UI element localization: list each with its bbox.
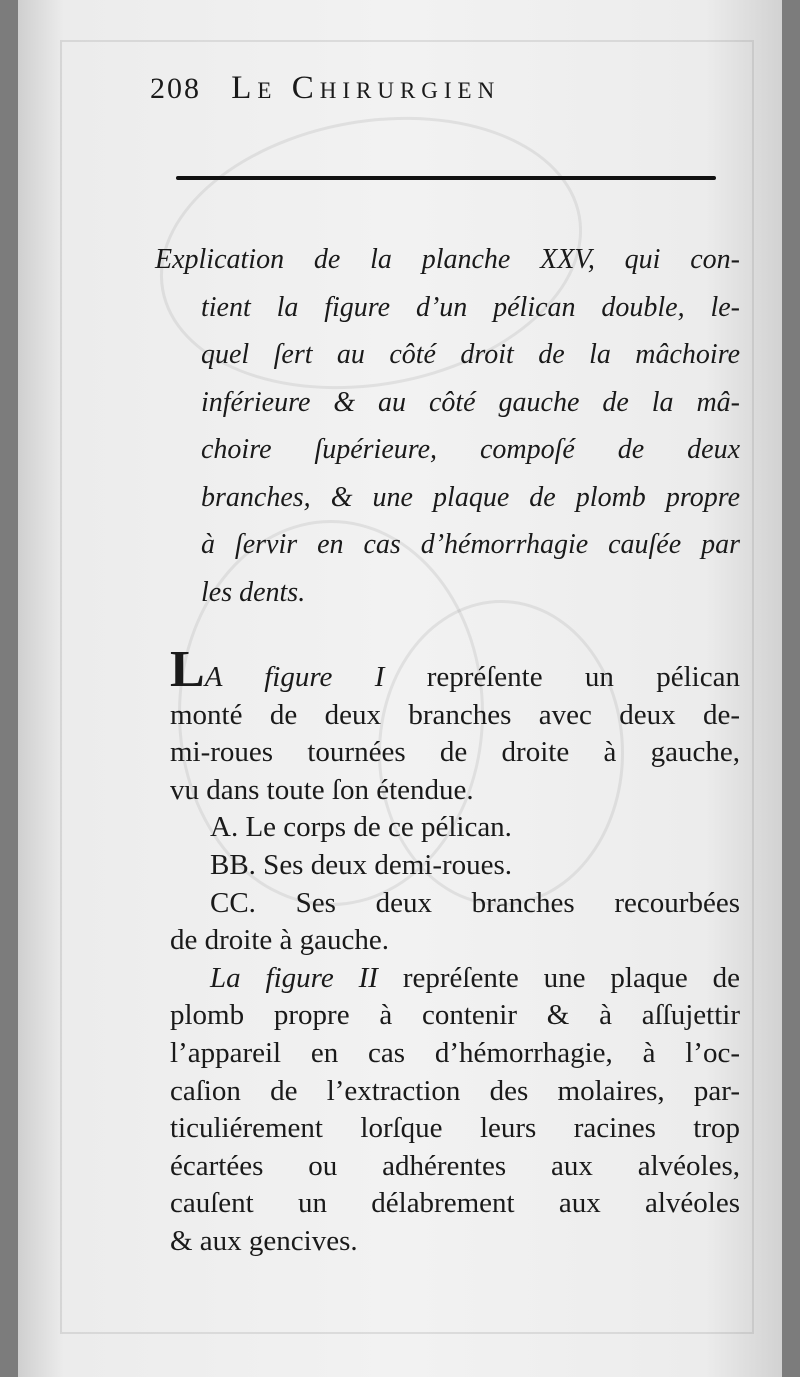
body-text [170, 641, 740, 1261]
caption-line: tient la figure d’un pélican double, le- [201, 291, 740, 323]
figure-reference: La figure II [210, 961, 378, 994]
drop-cap: L [170, 641, 205, 698]
body-line: ticuliérement lorſque leurs racines trop [170, 1112, 740, 1145]
caption-line: Explication de la planche XXV, qui con- [155, 244, 740, 275]
text-run: repréſente une plaque de [377, 961, 740, 994]
legend-item: A. Le corps de ce pélican. [210, 811, 512, 844]
running-title: Le Chirurgien [231, 70, 501, 106]
legend-item: CC. Ses deux branches recourbées [210, 886, 740, 919]
page-number: 208 [150, 72, 201, 105]
caption-line: choire ſupérieure, compoſé de deux [201, 434, 740, 465]
caption-line: les dents. [201, 576, 306, 608]
header-rule [176, 176, 716, 180]
body-line: écartées ou adhérentes aux alvéoles, [170, 1149, 740, 1182]
running-header [150, 70, 710, 120]
body-line: l’appareil en cas d’hémorrhagie, à l’oc- [170, 1036, 740, 1069]
caption-line: branches, & une plaque de plomb propre [201, 481, 740, 513]
paragraph-first-line [170, 960, 740, 998]
figure-reference: A figure I [204, 661, 385, 693]
text-run: repréſente un pélican [384, 661, 740, 693]
plate-caption [155, 236, 740, 616]
body-line: de droite à gauche. [170, 924, 390, 957]
body-line: vu dans toute ſon étendue. [170, 773, 474, 806]
caption-line: à ſervir en cas d’hémorrhagie cauſée par [201, 529, 740, 560]
body-line: caſion de l’extraction des molaires, par- [170, 1074, 740, 1107]
body-line: mi-roues tournées de droite à gauche, [170, 736, 740, 769]
body-line: & aux gencives. [170, 1224, 358, 1257]
body-line: cauſent un délabrement aux alvéoles [170, 1187, 740, 1220]
body-line: monté de deux branches avec deux de- [170, 698, 740, 731]
caption-line: inférieure & au côté gauche de la mâ- [201, 386, 740, 418]
legend-item: BB. Ses deux demi-roues. [210, 848, 513, 881]
paragraph-first-line [170, 641, 740, 698]
caption-line: quel ſert au côté droit de la mâchoire [201, 339, 740, 370]
body-line: plomb propre à contenir & à aſſujettir [170, 999, 740, 1032]
